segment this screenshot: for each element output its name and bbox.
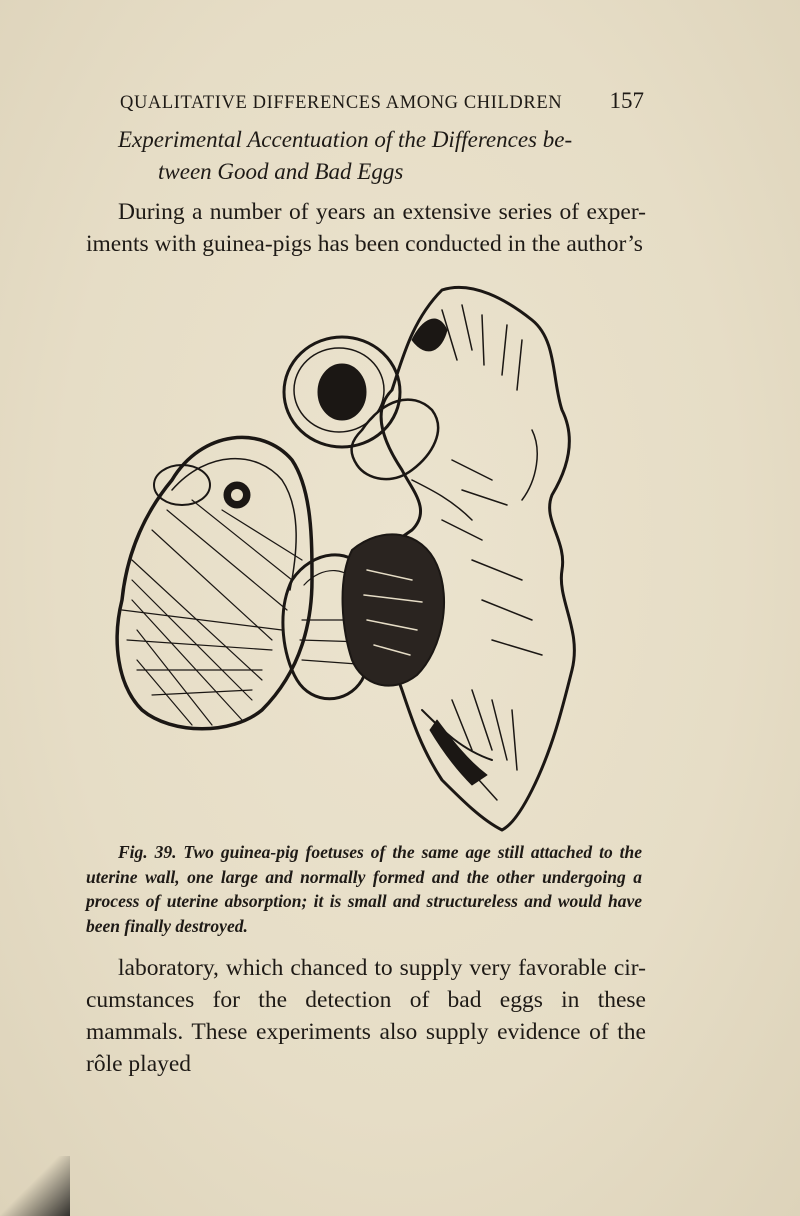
page-number: 157 — [609, 88, 644, 113]
section-title-line-2: tween Good and Bad Eggs — [158, 159, 404, 184]
paragraph-2-text: laboratory, which chanced to supply very favorable cir- cumstances for the detection of bad eggs in these mammals. These experiments also supply evidence of the rôle played — [86, 955, 646, 1077]
guinea-pig-foetuses-illustration — [112, 280, 582, 835]
paragraph-1-text: During a number of years an extensive series of exper- iments with guinea-pigs has been conducted in the author’s — [86, 199, 646, 257]
figure-caption — [86, 840, 642, 938]
scan-corner-shadow — [0, 1156, 70, 1216]
paragraph-2 — [86, 952, 646, 1080]
running-head — [120, 88, 644, 114]
section-title — [118, 124, 658, 188]
paragraph-1 — [86, 196, 646, 260]
section-title-line-1: Experimental Accentuation of the Differences be- — [118, 127, 573, 152]
running-head-title: QUALITATIVE DIFFERENCES AMONG CHILDREN — [120, 93, 563, 113]
figure-caption-text: Fig. 39. Two guinea-pig foetuses of the same age still attached to the uterine wall, one large and normally formed and the other undergoing a process of uterine absorption; it is small and structureless and would have been finally destroyed. — [86, 842, 642, 936]
